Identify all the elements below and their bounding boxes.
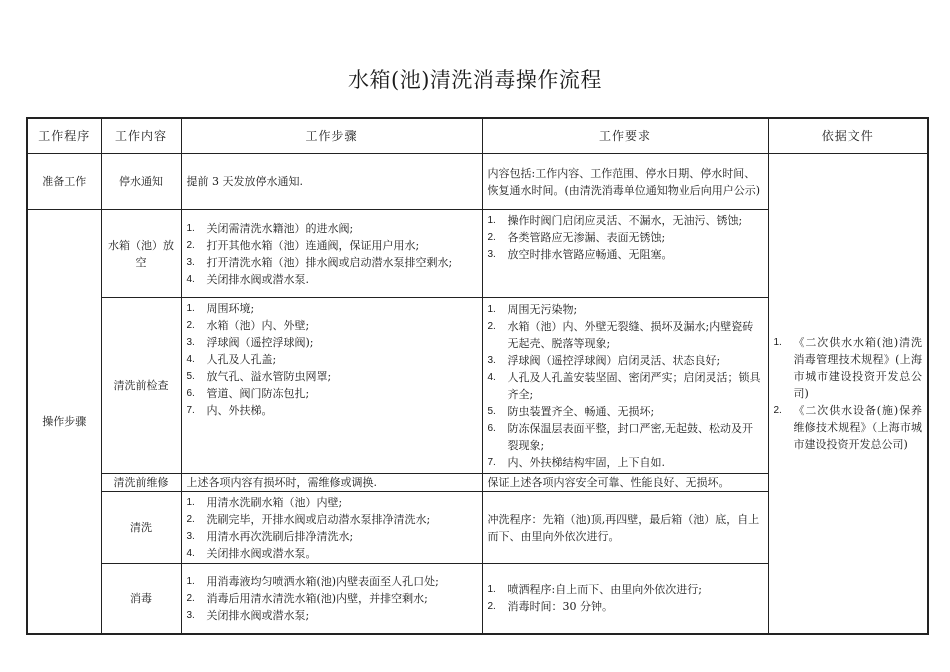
req-drain [482,210,768,298]
requirement-item: 2. 消毒时间：30 分钟。 [488,598,763,615]
steps-drain [181,210,482,298]
req-clean: 冲洗程序：先箱（池)顶,再四壁，最后箱（池）底，自上而下、由里向外依次进行。 [482,492,768,564]
reference-documents [768,154,928,634]
requirement-item: 2. 水箱（池）内、外壁无裂缝、损坏及漏水;内壁瓷砖无起壳、脱落等现象; [488,318,763,352]
step-item: 3. 用清水再次洗刷后排净清洗水; [187,528,477,545]
requirement-item: 1. 操作时阀门启闭应灵活、不漏水，无油污、锈蚀; [488,212,763,229]
step-item: 1. 用消毒液均匀喷洒水箱(池)内壁表面至人孔口处; [187,573,477,590]
header-content: 工作内容 [101,118,181,154]
req-water-notice: 内容包括:工作内容、工作范围、停水日期、停水时间、恢复通水时间。(由清洗消毒单位通知物业后向用户公示) [482,154,768,210]
requirement-item: 1. 周围无污染物; [488,301,763,318]
step-item: 1. 用清水洗刷水箱（池）内壁; [187,494,477,511]
step-item: 3. 浮球阀（遥控浮球阀); [187,334,477,351]
header-requirements: 工作要求 [482,118,768,154]
step-item: 2. 消毒后用清水清洗水箱(池)内壁，并排空剩水; [187,590,477,607]
steps-disinfect [181,564,482,634]
requirement-item: 3. 浮球阀（遥控浮球阀）启闭灵活、状态良好; [488,352,763,369]
content-inspect: 清洗前检查 [101,298,181,474]
step-item: 3. 关闭排水阀或潜水泵; [187,607,477,624]
req-inspect [482,298,768,474]
step-item: 7. 内、外扶梯。 [187,402,477,419]
step-item: 2. 打开其他水箱（池）连通阀，保证用户用水; [187,237,477,254]
header-steps: 工作步骤 [181,118,482,154]
header-documents: 依据文件 [768,118,928,154]
step-item: 2. 洗刷完毕，开排水阀或启动潜水泵排净清洗水; [187,511,477,528]
requirement-item: 4. 人孔及人孔盖安装坚固、密闭严实；启闭灵活；锁具齐全; [488,369,763,403]
step-item: 4. 关闭排水阀或潜水泵. [187,271,477,288]
req-disinfect [482,564,768,634]
steps-inspect [181,298,482,474]
procedure-table [26,117,929,635]
step-item: 4. 人孔及人孔盖; [187,351,477,368]
step-item: 1. 周围环境; [187,300,477,317]
requirement-item: 2. 各类管路应无渗漏、表面无锈蚀; [488,229,763,246]
content-clean: 清洗 [101,492,181,564]
steps-repair: 上述各项内容有损坏时，需维修或调换. [181,474,482,492]
step-item: 3. 打开清洗水箱（池）排水阀或启动潜水泵排空剩水; [187,254,477,271]
requirement-item: 5. 防虫装置齐全、畅通、无损坏; [488,403,763,420]
step-item: 4. 关闭排水阀或潜水泵。 [187,545,477,562]
document-item: 2. 《二次供水设备(施)保养维修技术规程》（上海市城市建设投资开发总公司) [774,402,923,453]
requirement-item: 3. 放空时排水管路应畅通、无阻塞。 [488,246,763,263]
step-item: 5. 放气孔、溢水管防虫网罩; [187,368,477,385]
phase-prep: 准备工作 [27,154,101,210]
requirement-item: 6. 防冻保温层表面平整，封口严密,无起鼓、松动及开裂现象; [488,420,763,454]
header-procedure: 工作程序 [27,118,101,154]
steps-clean [181,492,482,564]
steps-water-notice: 提前 3 天发放停水通知. [181,154,482,210]
content-repair: 清洗前维修 [101,474,181,492]
content-disinfect: 消毒 [101,564,181,634]
step-item: 2. 水箱（池）内、外壁; [187,317,477,334]
page-title: 水箱(池)清洗消毒操作流程 [348,68,602,92]
requirement-item: 7. 内、外扶梯结构牢固，上下自如. [488,454,763,471]
table-header-row [27,118,928,154]
table-row-prep [27,154,928,210]
content-water-notice: 停水通知 [101,154,181,210]
phase-operations: 操作步骤 [27,210,101,634]
step-item: 6. 管道、阀门防冻包扎; [187,385,477,402]
step-item: 1. 关闭需清洗水籍池）的进水阀; [187,220,477,237]
document-item: 1. 《二次供水水箱(池)清洗消毒管理技术规程》(上海市城市建设投资开发总公司) [774,334,923,402]
requirement-item: 1. 喷洒程序:自上而下、由里向外依次进行; [488,581,763,598]
req-repair: 保证上述各项内容安全可靠、性能良好、无损坏。 [482,474,768,492]
content-drain: 水箱（池）放空 [101,210,181,298]
